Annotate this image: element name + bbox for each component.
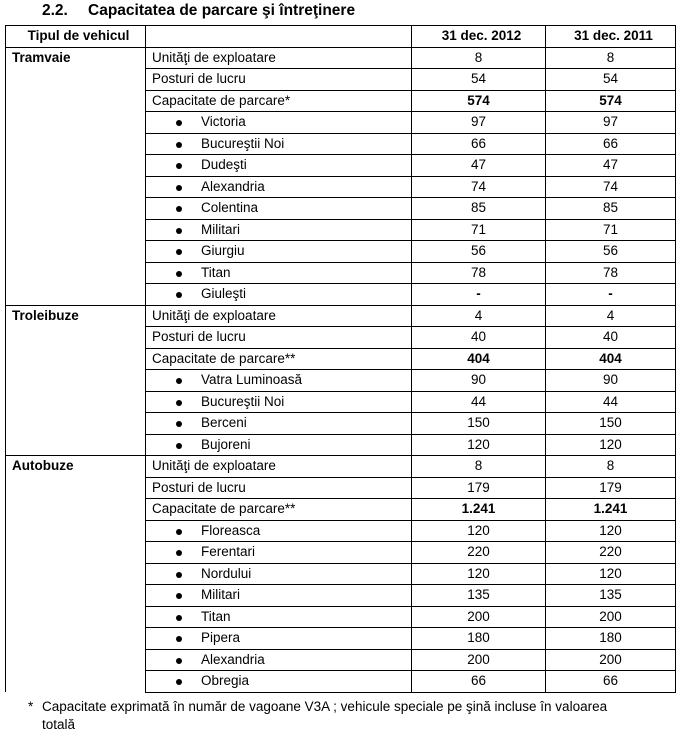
bullet-icon: [174, 400, 185, 406]
bullet-icon: [174, 443, 185, 449]
depot-name: [146, 671, 412, 693]
row-label-text: Nordului: [201, 565, 252, 581]
row-label-text: Unităţi de exploatare: [152, 49, 276, 65]
value-2012: 180: [412, 628, 546, 650]
value-2012: 574: [412, 90, 546, 112]
bullet-icon: [174, 292, 185, 298]
depot-name: [146, 628, 412, 650]
row-label: [146, 327, 412, 349]
bullet-icon: [174, 206, 185, 212]
footnote-marker: *: [28, 699, 34, 714]
row-label-text: Dudeşti: [201, 157, 247, 172]
value-2012: 135: [412, 585, 546, 607]
section-title: Capacitatea de parcare şi întreţinere: [88, 2, 356, 19]
value-2012: 1.241: [412, 499, 546, 521]
bullet-icon: [174, 658, 185, 664]
value-2011: 54: [546, 69, 676, 91]
value-2012: 404: [412, 348, 546, 370]
value-2012: 54: [412, 69, 546, 91]
depot-name: [146, 606, 412, 628]
row-label-text: Alexandria: [201, 651, 265, 667]
vehicle-category: Tramvaie: [6, 47, 146, 305]
depot-name: [146, 176, 412, 198]
depot-name: [146, 391, 412, 413]
value-2011: 44: [546, 391, 676, 413]
row-label-text: Unităţi de exploatare: [152, 458, 276, 473]
value-2012: -: [412, 284, 546, 306]
value-2011: 66: [546, 671, 676, 693]
table-row: [6, 456, 676, 478]
value-2012: 120: [412, 563, 546, 585]
header-2012: 31 dec. 2012: [412, 26, 546, 48]
depot-name: [146, 133, 412, 155]
value-2011: 200: [546, 606, 676, 628]
row-label: [146, 499, 412, 521]
row-label-text: Militari: [201, 221, 240, 237]
parking-capacity-table: [5, 25, 676, 693]
bullet-icon: [174, 163, 185, 169]
bullet-icon: [174, 378, 185, 384]
header-2011: 31 dec. 2011: [546, 26, 676, 48]
value-2012: 56: [412, 241, 546, 263]
value-2011: 404: [546, 348, 676, 370]
footnote-text: Capacitate exprimată în număr de vagoane V3A ; vehicule speciale pe şină incluse în valoarea totală: [42, 699, 608, 732]
depot-name: [146, 284, 412, 306]
row-label-text: Bucureştii Noi: [201, 393, 285, 409]
row-label-text: Pipera: [201, 630, 241, 645]
row-label-text: Obregia: [201, 673, 250, 688]
row-label-text: Capacitate de parcare**: [152, 350, 296, 366]
row-label-text: Colentina: [201, 200, 259, 215]
row-label-text: Posturi de lucru: [152, 71, 246, 86]
depot-name: [146, 413, 412, 435]
value-2012: 74: [412, 176, 546, 198]
value-2011: 66: [546, 133, 676, 155]
bullet-icon: [174, 421, 185, 427]
table-row: [6, 47, 676, 69]
depot-name: [146, 370, 412, 392]
value-2012: 97: [412, 112, 546, 134]
row-label: [146, 90, 412, 112]
row-label: [146, 456, 412, 478]
value-2012: 66: [412, 133, 546, 155]
value-2012: 78: [412, 262, 546, 284]
row-label-text: Ferentari: [201, 544, 256, 559]
value-2012: 120: [412, 520, 546, 542]
row-label: [146, 69, 412, 91]
value-2011: 120: [546, 520, 676, 542]
value-2011: 47: [546, 155, 676, 177]
depot-name: [146, 219, 412, 241]
depot-name: [146, 520, 412, 542]
value-2011: -: [546, 284, 676, 306]
value-2011: 179: [546, 477, 676, 499]
depot-name: [146, 563, 412, 585]
value-2011: 85: [546, 198, 676, 220]
bullet-icon: [174, 228, 185, 234]
value-2012: 8: [412, 47, 546, 69]
bullet-icon: [174, 679, 185, 685]
row-label-text: Posturi de lucru: [152, 479, 246, 495]
row-label-text: Giurgiu: [201, 243, 245, 258]
row-label: [146, 348, 412, 370]
depot-name: [146, 198, 412, 220]
depot-name: [146, 241, 412, 263]
row-label-text: Berceni: [201, 415, 247, 430]
value-2011: 1.241: [546, 499, 676, 521]
value-2011: 71: [546, 219, 676, 241]
bullet-icon: [174, 636, 185, 642]
value-2011: 120: [546, 563, 676, 585]
value-2011: 180: [546, 628, 676, 650]
value-2011: 220: [546, 542, 676, 564]
row-label-text: Capacitate de parcare**: [152, 501, 296, 516]
depot-name: [146, 262, 412, 284]
value-2012: 220: [412, 542, 546, 564]
row-label-text: Unităţi de exploatare: [152, 307, 276, 323]
row-label-text: Bujoreni: [201, 436, 251, 452]
value-2012: 150: [412, 413, 546, 435]
value-2012: 85: [412, 198, 546, 220]
value-2012: 200: [412, 606, 546, 628]
depot-name: [146, 112, 412, 134]
value-2012: 4: [412, 305, 546, 327]
bullet-icon: [174, 529, 185, 535]
value-2011: 4: [546, 305, 676, 327]
vehicle-category: Troleibuze: [6, 305, 146, 456]
value-2011: 8: [546, 47, 676, 69]
value-2011: 8: [546, 456, 676, 478]
value-2012: 8: [412, 456, 546, 478]
depot-name: [146, 585, 412, 607]
row-label: [146, 305, 412, 327]
section-heading: [42, 2, 355, 20]
bullet-icon: [174, 550, 185, 556]
value-2011: 135: [546, 585, 676, 607]
value-2011: 40: [546, 327, 676, 349]
value-2011: 56: [546, 241, 676, 263]
bullet-icon: [174, 249, 185, 255]
row-label-text: Titan: [201, 608, 231, 624]
table-header-row: [6, 26, 676, 48]
value-2011: 74: [546, 176, 676, 198]
row-label-text: Victoria: [201, 114, 246, 129]
row-label-text: Titan: [201, 264, 231, 280]
value-2012: 44: [412, 391, 546, 413]
row-label-text: Vatra Luminoasă: [201, 372, 303, 387]
value-2011: 120: [546, 434, 676, 456]
row-label: [146, 477, 412, 499]
row-label-text: Giuleşti: [201, 286, 247, 301]
bullet-icon: [174, 142, 185, 148]
row-label-text: Bucureştii Noi: [201, 135, 285, 151]
bullet-icon: [174, 593, 185, 599]
row-label-text: Alexandria: [201, 178, 265, 194]
row-label-text: Capacitate de parcare*: [152, 92, 291, 108]
bullet-icon: [174, 271, 185, 277]
value-2011: 200: [546, 649, 676, 671]
value-2011: 97: [546, 112, 676, 134]
value-2012: 66: [412, 671, 546, 693]
footnote: [28, 698, 628, 734]
depot-name: [146, 155, 412, 177]
bullet-icon: [174, 185, 185, 191]
table-body: [6, 47, 676, 692]
header-blank: [146, 26, 412, 48]
value-2011: 78: [546, 262, 676, 284]
row-label-text: Floreasca: [201, 522, 261, 538]
value-2012: 40: [412, 327, 546, 349]
value-2012: 47: [412, 155, 546, 177]
row-label: [146, 47, 412, 69]
value-2012: 71: [412, 219, 546, 241]
value-2012: 90: [412, 370, 546, 392]
header-vehicle-type: Tipul de vehicul: [6, 26, 146, 48]
bullet-icon: [174, 615, 185, 621]
section-number: 2.2.: [42, 2, 68, 19]
bullet-icon: [174, 120, 185, 126]
value-2011: 574: [546, 90, 676, 112]
vehicle-category: Autobuze: [6, 456, 146, 693]
value-2012: 179: [412, 477, 546, 499]
depot-name: [146, 434, 412, 456]
value-2011: 90: [546, 370, 676, 392]
depot-name: [146, 542, 412, 564]
bullet-icon: [174, 572, 185, 578]
value-2012: 200: [412, 649, 546, 671]
table-row: [6, 305, 676, 327]
depot-name: [146, 649, 412, 671]
value-2012: 120: [412, 434, 546, 456]
row-label-text: Posturi de lucru: [152, 329, 246, 344]
value-2011: 150: [546, 413, 676, 435]
row-label-text: Militari: [201, 587, 240, 602]
